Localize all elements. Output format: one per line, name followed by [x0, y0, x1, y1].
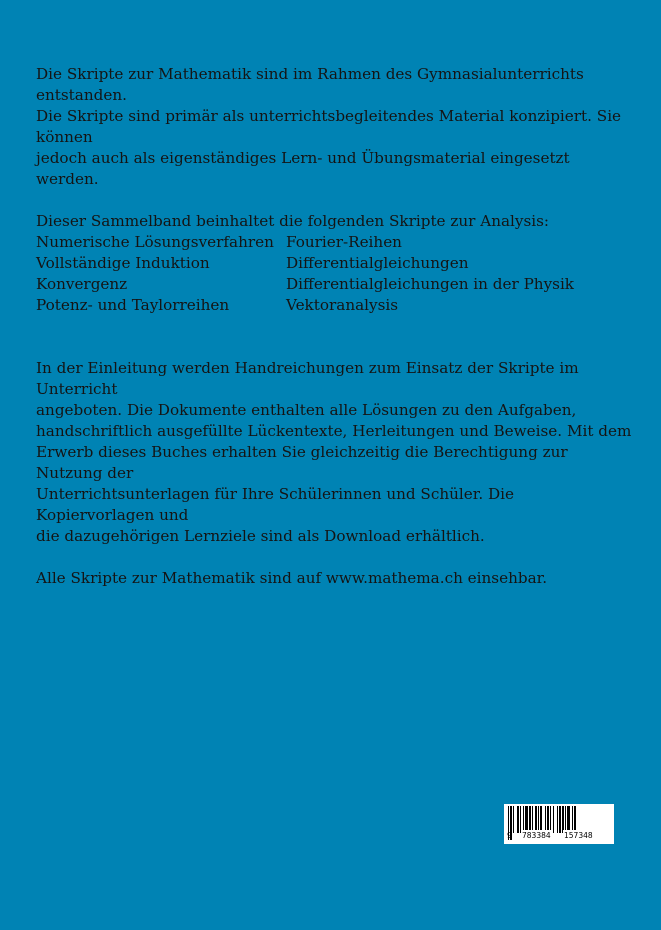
script-item: Numerische Lösungsverfahren [36, 233, 274, 251]
spacer [36, 547, 636, 568]
barcode-bar [532, 806, 533, 833]
barcode-bar [557, 806, 558, 833]
intro-line: jedoch auch als eigenständiges Lern- und Übungsmaterial eingesetzt werden. [36, 149, 570, 188]
script-item: Potenz- und Taylorreihen [36, 296, 230, 314]
barcode-bar [525, 806, 528, 833]
details-line: Unterrichtsunterlagen für Ihre Schülerinnen und Schüler. Die Kopiervorlagen und [36, 485, 515, 524]
details-line: Erwerb dieses Buches erhalten Sie gleichzeitig die Berechtigung zur Nutzung der [36, 443, 568, 482]
cover-text [36, 64, 636, 589]
barcode-bar [538, 806, 539, 833]
details-line: die dazugehörigen Lernziele sind als Download erhältlich. [36, 527, 485, 545]
script-item: Vektoranalysis [286, 296, 399, 314]
barcode-bar [547, 806, 549, 833]
barcode-bar [513, 806, 514, 833]
intro-paragraph [36, 64, 636, 190]
barcode-digits [504, 830, 614, 842]
barcode-digit-first: 9 [507, 831, 512, 840]
spacer [36, 190, 636, 211]
website-note: Alle Skripte zur Mathematik sind auf www.mathema.ch einsehbar. [36, 569, 548, 587]
collection-heading: Dieser Sammelband beinhaltet die folgenden Skripte zur Analysis: [36, 212, 550, 230]
isbn-barcode [504, 804, 614, 844]
barcode-bar [553, 806, 554, 833]
barcode-bar [523, 806, 524, 833]
script-item: Konvergenz [36, 275, 128, 293]
barcode-bar [535, 806, 537, 833]
details-paragraph [36, 358, 636, 547]
script-item: Differentialgleichungen in der Physik [286, 275, 575, 293]
spacer [36, 337, 636, 358]
barcode-bar [565, 806, 566, 833]
details-line: angeboten. Die Dokumente enthalten alle Lösungen zu den Aufgaben, [36, 401, 577, 419]
barcode-bar [567, 806, 570, 833]
intro-line: Die Skripte sind primär als unterrichtsbegleitendes Material konzipiert. Sie können [36, 107, 622, 146]
script-list [36, 232, 636, 316]
barcode-group-left: 783384 [522, 831, 551, 840]
barcode-bar [517, 806, 519, 833]
intro-line: Die Skripte zur Mathematik sind im Rahmen des Gymnasialunterrichts entstanden. [36, 65, 584, 104]
details-line: handschriftlich ausgefüllte Lückentexte, Herleitungen und Beweise. Mit dem [36, 422, 632, 440]
details-line: In der Einleitung werden Handreichungen zum Einsatz der Skripte im Unterricht [36, 359, 579, 398]
script-item: Fourier-Reihen [286, 233, 402, 251]
script-item: Differentialgleichungen [286, 254, 469, 272]
barcode-bar [520, 806, 521, 833]
script-item: Vollständige Induktion [36, 254, 210, 272]
barcode-bar [559, 806, 561, 833]
barcode-bar [550, 806, 551, 833]
barcode-bar [529, 806, 531, 833]
barcode-bar [572, 806, 573, 833]
barcode-bar [562, 806, 564, 833]
barcode-group-right: 157348 [564, 831, 593, 840]
spacer [36, 316, 636, 337]
